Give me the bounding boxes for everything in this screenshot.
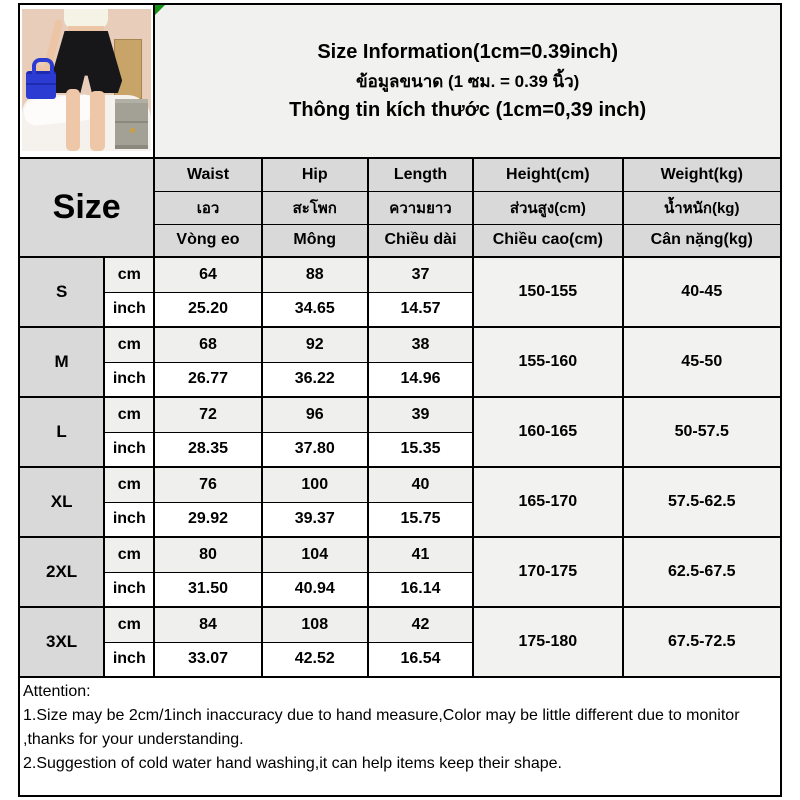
size-column-header: Size [19, 158, 154, 257]
length-cm-value: 37 [368, 257, 473, 292]
length-cm-value: 39 [368, 397, 473, 432]
height-range-value: 175-180 [473, 607, 622, 677]
attention-box [18, 678, 782, 797]
waist-inch-value: 29.92 [154, 502, 261, 537]
photo-model-leg-left [66, 89, 80, 151]
unit-inch-label: inch [104, 642, 154, 677]
photo-black-shorts [50, 31, 122, 93]
size-label-xl: XL [19, 467, 104, 537]
hip-inch-value: 36.22 [262, 362, 368, 397]
length-inch-value: 16.14 [368, 572, 473, 607]
unit-cm-label: cm [104, 607, 154, 642]
table-row [19, 327, 781, 362]
photo-blue-handbag [26, 71, 56, 99]
title-vietnamese: Thông tin kích thước (1cm=0,39 inch) [289, 98, 647, 121]
size-label-m: M [19, 327, 104, 397]
hip-cm-value: 88 [262, 257, 368, 292]
hip-cm-value: 92 [262, 327, 368, 362]
length-inch-value: 15.35 [368, 432, 473, 467]
hip-cm-value: 108 [262, 607, 368, 642]
col-header-weight-en: Weight(kg) [623, 158, 781, 191]
size-label-2xl: 2XL [19, 537, 104, 607]
waist-inch-value: 25.20 [154, 292, 261, 327]
height-range-value: 165-170 [473, 467, 622, 537]
col-header-height-vi: Chiều cao(cm) [473, 224, 622, 257]
table-row [19, 467, 781, 502]
unit-cm-label: cm [104, 467, 154, 502]
hip-cm-value: 100 [262, 467, 368, 502]
hip-inch-value: 37.80 [262, 432, 368, 467]
table-row [19, 607, 781, 642]
height-range-value: 150-155 [473, 257, 622, 327]
waist-cm-value: 64 [154, 257, 261, 292]
length-inch-value: 16.54 [368, 642, 473, 677]
col-header-height-th: ส่วนสูง(cm) [473, 191, 622, 224]
size-chart-sheet [18, 3, 782, 797]
photo-model-leg-right [90, 91, 105, 151]
waist-cm-value: 76 [154, 467, 261, 502]
waist-cm-value: 84 [154, 607, 261, 642]
photo-nightstand [115, 99, 148, 149]
unit-inch-label: inch [104, 432, 154, 467]
col-header-height-en: Height(cm) [473, 158, 622, 191]
product-photo-cell [19, 4, 154, 158]
length-inch-value: 15.75 [368, 502, 473, 537]
hip-inch-value: 39.37 [262, 502, 368, 537]
col-header-length-th: ความยาว [368, 191, 473, 224]
table-row [19, 257, 781, 292]
waist-cm-value: 72 [154, 397, 261, 432]
weight-range-value: 57.5-62.5 [623, 467, 781, 537]
attention-note-2: 2.Suggestion of cold water hand washing,it can help items keep their shape. [23, 755, 562, 772]
height-range-value: 170-175 [473, 537, 622, 607]
height-range-value: 155-160 [473, 327, 622, 397]
col-header-hip-en: Hip [262, 158, 368, 191]
col-header-weight-vi: Cân nặng(kg) [623, 224, 781, 257]
col-header-length-en: Length [368, 158, 473, 191]
col-header-waist-vi: Vòng eo [154, 224, 261, 257]
waist-inch-value: 33.07 [154, 642, 261, 677]
title-english: Size Information(1cm=0.39inch) [317, 40, 618, 63]
spreadsheet-corner-marker-icon [155, 5, 165, 15]
attention-note-1: 1.Size may be 2cm/1inch inaccuracy due to hand measure,Color may be little different due to monitor ,thanks for your understanding. [23, 707, 740, 748]
height-range-value: 160-165 [473, 397, 622, 467]
size-table [18, 3, 782, 678]
col-header-weight-th: น้ำหนัก(kg) [623, 191, 781, 224]
hip-inch-value: 34.65 [262, 292, 368, 327]
waist-cm-value: 68 [154, 327, 261, 362]
unit-cm-label: cm [104, 397, 154, 432]
weight-range-value: 45-50 [623, 327, 781, 397]
title-cell [154, 4, 781, 158]
col-header-waist-th: เอว [154, 191, 261, 224]
length-inch-value: 14.96 [368, 362, 473, 397]
unit-inch-label: inch [104, 572, 154, 607]
length-cm-value: 38 [368, 327, 473, 362]
col-header-hip-vi: Mông [262, 224, 368, 257]
hip-cm-value: 104 [262, 537, 368, 572]
unit-inch-label: inch [104, 502, 154, 537]
unit-inch-label: inch [104, 292, 154, 327]
table-row [19, 397, 781, 432]
size-label-l: L [19, 397, 104, 467]
weight-range-value: 40-45 [623, 257, 781, 327]
length-cm-value: 41 [368, 537, 473, 572]
col-header-hip-th: สะโพก [262, 191, 368, 224]
weight-range-value: 50-57.5 [623, 397, 781, 467]
unit-inch-label: inch [104, 362, 154, 397]
weight-range-value: 67.5-72.5 [623, 607, 781, 677]
unit-cm-label: cm [104, 327, 154, 362]
unit-cm-label: cm [104, 537, 154, 572]
waist-inch-value: 31.50 [154, 572, 261, 607]
weight-range-value: 62.5-67.5 [623, 537, 781, 607]
hip-inch-value: 40.94 [262, 572, 368, 607]
unit-cm-label: cm [104, 257, 154, 292]
length-cm-value: 42 [368, 607, 473, 642]
title-thai: ข้อมูลขนาด (1 ซม. = 0.39 นิ้ว) [356, 71, 580, 91]
waist-cm-value: 80 [154, 537, 261, 572]
product-photo [22, 9, 151, 151]
waist-inch-value: 26.77 [154, 362, 261, 397]
col-header-length-vi: Chiều dài [368, 224, 473, 257]
waist-inch-value: 28.35 [154, 432, 261, 467]
length-inch-value: 14.57 [368, 292, 473, 327]
size-label-3xl: 3XL [19, 607, 104, 677]
size-label-s: S [19, 257, 104, 327]
hip-cm-value: 96 [262, 397, 368, 432]
table-row [19, 537, 781, 572]
attention-heading: Attention: [23, 683, 91, 700]
hip-inch-value: 42.52 [262, 642, 368, 677]
length-cm-value: 40 [368, 467, 473, 502]
col-header-waist-en: Waist [154, 158, 261, 191]
